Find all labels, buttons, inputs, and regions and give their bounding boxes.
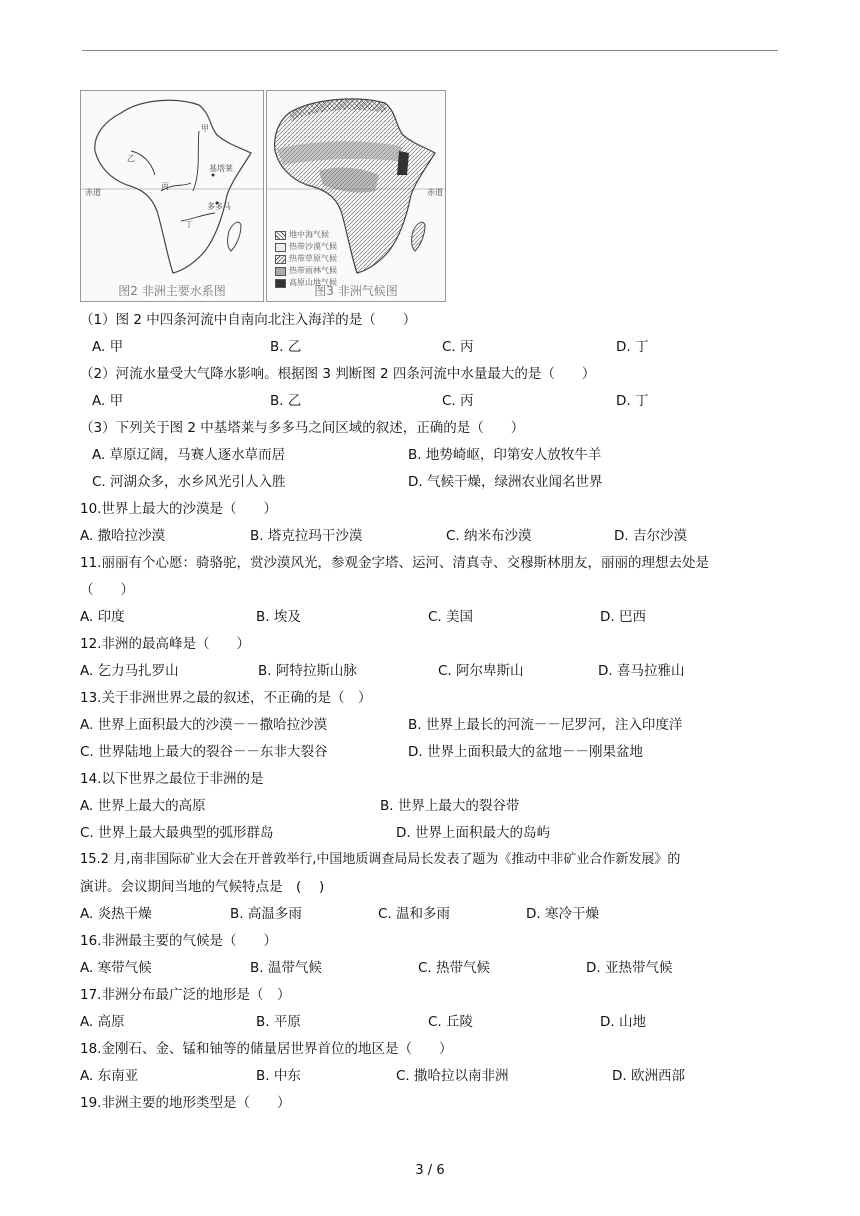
option-b[interactable]: B. 塔克拉玛干沙漠 [250, 528, 363, 544]
legend-item [275, 241, 337, 253]
question-stem: 19.非洲主要的地形类型是（ ） [80, 1095, 291, 1111]
option-b[interactable]: B. 温带气候 [250, 960, 322, 976]
river-label-bing: 丙 [161, 182, 169, 191]
page-number: 3 / 6 [415, 1163, 445, 1178]
option-b[interactable]: B. 地势崎岖，印第安人放牧牛羊 [408, 447, 602, 463]
question-stem: （1）图 2 中四条河流中自南向北注入海洋的是（ ） [80, 312, 417, 328]
option-a[interactable]: A. 甲 [92, 393, 124, 409]
question-stem: 16.非洲最主要的气候是（ ） [80, 933, 277, 949]
option-b[interactable]: B. 阿特拉斯山脉 [258, 663, 357, 679]
option-d[interactable]: D. 山地 [600, 1014, 646, 1030]
option-c[interactable]: C. 世界陆地上最大的裂谷－－东非大裂谷 [80, 744, 328, 760]
option-c[interactable]: C. 丙 [442, 339, 474, 355]
option-d[interactable]: D. 喜马拉雅山 [598, 663, 685, 679]
option-d[interactable]: D. 世界上面积最大的岛屿 [396, 825, 550, 841]
city-label-jitalai: 基塔莱 [209, 164, 233, 173]
africa-rivers-map [81, 91, 263, 281]
option-b[interactable]: B. 平原 [256, 1014, 301, 1030]
legend-swatch [275, 231, 286, 240]
question-stem: 13.关于非洲世界之最的叙述，不正确的是（ ） [80, 690, 372, 706]
option-a[interactable]: A. 草原辽阔，马赛人逐水草而居 [92, 447, 286, 463]
option-d[interactable]: D. 丁 [616, 339, 649, 355]
question-stem: （2）河流水量受大气降水影响。根据图 3 判断图 2 四条河流中水量最大的是（ ） [80, 366, 596, 382]
question-stem-continued: 演讲。会议期间当地的气候特点是 ( ) [80, 879, 325, 895]
option-a[interactable]: A. 炎热干燥 [80, 906, 152, 922]
figure-africa-climate [266, 90, 446, 302]
legend-label: 热带草原气候 [289, 254, 337, 263]
option-b[interactable]: B. 乙 [270, 393, 302, 409]
question-stem: 18.金刚石、金、锰和铀等的储量居世界首位的地区是（ ） [80, 1041, 453, 1057]
option-b[interactable]: B. 世界上最大的裂谷带 [380, 798, 520, 814]
river-label-yi: 乙 [127, 154, 135, 163]
figure-2-caption: 图2 非洲主要水系图 [118, 284, 226, 298]
option-d[interactable]: D. 欧洲西部 [612, 1068, 685, 1084]
option-a[interactable]: A. 东南亚 [80, 1068, 139, 1084]
option-c[interactable]: C. 温和多雨 [378, 906, 451, 922]
option-c[interactable]: C. 世界上最大最典型的弧形群岛 [80, 825, 274, 841]
option-a[interactable]: A. 印度 [80, 609, 125, 625]
river-label-jia: 甲 [201, 124, 209, 133]
question-stem: 17.非洲分布最广泛的地形是（ ） [80, 987, 291, 1003]
legend-swatch [275, 255, 286, 264]
option-d[interactable]: D. 世界上面积最大的盆地－－刚果盆地 [408, 744, 643, 760]
legend-label: 地中海气候 [289, 230, 329, 239]
legend-label: 热带雨林气候 [289, 266, 337, 275]
city-label-duoduoma: 多多马 [207, 202, 231, 211]
option-a[interactable]: A. 世界上最大的高原 [80, 798, 206, 814]
option-c[interactable]: C. 阿尔卑斯山 [438, 663, 524, 679]
option-d[interactable]: D. 亚热带气候 [586, 960, 673, 976]
question-stem: （3）下列关于图 2 中基塔莱与多多马之间区域的叙述，正确的是（ ） [80, 420, 525, 436]
legend-item [275, 253, 337, 265]
figure-africa-rivers [80, 90, 264, 302]
question-stem: 14.以下世界之最位于非洲的是 [80, 771, 264, 787]
legend-label: 高原山地气候 [289, 278, 337, 287]
legend-swatch [275, 267, 286, 276]
question-stem: 15.2 月,南非国际矿业大会在开普敦举行,中国地质调查局局长发表了题为《推动中非矿业合作新发展》的 [80, 852, 681, 867]
climate-legend [275, 229, 337, 289]
legend-item [275, 229, 337, 241]
figure-group [80, 90, 446, 305]
option-a[interactable]: A. 寒带气候 [80, 960, 152, 976]
figure-3-caption: 图3 非洲气候图 [314, 284, 398, 298]
option-d[interactable]: D. 吉尔沙漠 [614, 528, 687, 544]
option-b[interactable]: B. 高温多雨 [230, 906, 302, 922]
option-b[interactable]: B. 世界上最长的河流－－尼罗河，注入印度洋 [408, 717, 683, 733]
river-label-ding: 丁 [185, 220, 193, 229]
option-c[interactable]: C. 丙 [442, 393, 474, 409]
option-b[interactable]: B. 埃及 [256, 609, 301, 625]
option-c[interactable]: C. 美国 [428, 609, 474, 625]
option-b[interactable]: B. 中东 [256, 1068, 301, 1084]
option-c[interactable]: C. 河湖众多，水乡风光引人入胜 [92, 474, 286, 490]
option-a[interactable]: A. 世界上面积最大的沙漠－－撒哈拉沙漠 [80, 717, 328, 733]
option-d[interactable]: D. 丁 [616, 393, 649, 409]
option-a[interactable]: A. 高原 [80, 1014, 125, 1030]
legend-swatch [275, 243, 286, 252]
question-stem: 10.世界上最大的沙漠是（ ） [80, 501, 277, 517]
legend-label: 热带沙漠气候 [289, 242, 337, 251]
option-c[interactable]: C. 撒哈拉以南非洲 [396, 1068, 509, 1084]
option-d[interactable]: D. 巴西 [600, 609, 646, 625]
option-c[interactable]: C. 纳米布沙漠 [446, 528, 532, 544]
legend-item [275, 265, 337, 277]
question-stem-continued: （ ） [80, 582, 134, 598]
option-a[interactable]: A. 乞力马扎罗山 [80, 663, 179, 679]
option-b[interactable]: B. 乙 [270, 339, 302, 355]
option-a[interactable]: A. 甲 [92, 339, 124, 355]
question-stem: 12.非洲的最高峰是（ ） [80, 636, 250, 652]
option-d[interactable]: D. 气候干燥，绿洲农业闻名世界 [408, 474, 603, 490]
option-d[interactable]: D. 寒冷干燥 [526, 906, 599, 922]
equator-label: 赤道 [427, 188, 443, 197]
header-rule [82, 50, 778, 51]
option-c[interactable]: C. 丘陵 [428, 1014, 474, 1030]
option-a[interactable]: A. 撒哈拉沙漠 [80, 528, 166, 544]
question-stem: 11.丽丽有个心愿：骑骆驼，赏沙漠风光，参观金字塔、运河、清真寺、交穆斯林朋友，丽丽的理想去处是 [80, 555, 709, 571]
option-c[interactable]: C. 热带气候 [418, 960, 491, 976]
equator-label: 赤道 [85, 188, 101, 197]
